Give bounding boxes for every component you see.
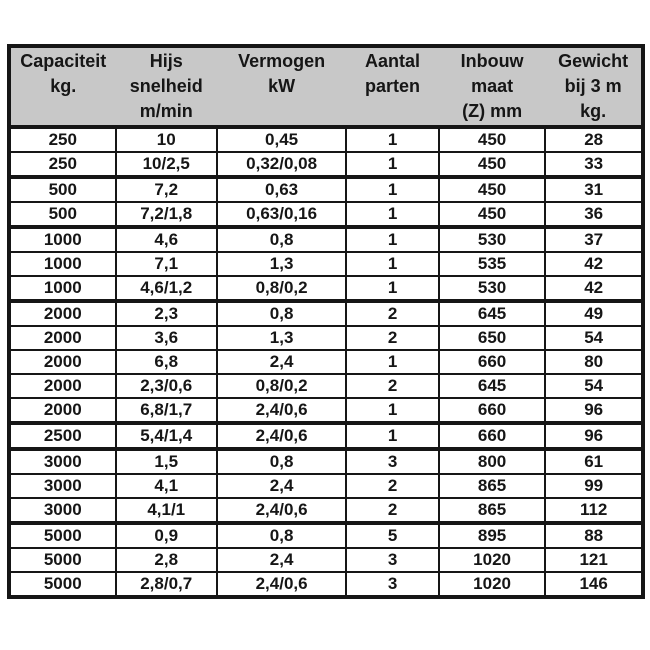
cell-inbouwmaat: 530 bbox=[439, 276, 546, 301]
column-header-line: bij 3 m bbox=[564, 76, 622, 96]
cell-aantal-parten: 1 bbox=[346, 177, 439, 202]
cell-inbouwmaat: 450 bbox=[439, 202, 546, 227]
cell-capaciteit: 5000 bbox=[9, 572, 116, 597]
cell-aantal-parten: 1 bbox=[346, 398, 439, 423]
cell-capaciteit: 2000 bbox=[9, 398, 116, 423]
cell-gewicht: 80 bbox=[545, 350, 643, 374]
cell-hijssnelheid: 7,2 bbox=[116, 177, 217, 202]
cell-vermogen: 2,4 bbox=[217, 548, 346, 572]
cell-gewicht: 146 bbox=[545, 572, 643, 597]
header-row bbox=[9, 46, 643, 127]
cell-inbouwmaat: 895 bbox=[439, 523, 546, 548]
table-row bbox=[9, 227, 643, 252]
table-row bbox=[9, 449, 643, 474]
cell-gewicht: 33 bbox=[545, 152, 643, 177]
cell-inbouwmaat: 645 bbox=[439, 301, 546, 326]
table-header bbox=[9, 46, 643, 127]
cell-aantal-parten: 1 bbox=[346, 252, 439, 276]
cell-vermogen: 1,3 bbox=[217, 252, 346, 276]
cell-inbouwmaat: 1020 bbox=[439, 572, 546, 597]
cell-gewicht: 36 bbox=[545, 202, 643, 227]
cell-inbouwmaat: 650 bbox=[439, 326, 546, 350]
cell-inbouwmaat: 660 bbox=[439, 398, 546, 423]
cell-vermogen: 0,8 bbox=[217, 449, 346, 474]
cell-gewicht: 88 bbox=[545, 523, 643, 548]
cell-vermogen: 2,4 bbox=[217, 474, 346, 498]
table-row bbox=[9, 202, 643, 227]
cell-hijssnelheid: 6,8 bbox=[116, 350, 217, 374]
cell-inbouwmaat: 535 bbox=[439, 252, 546, 276]
cell-hijssnelheid: 4,6 bbox=[116, 227, 217, 252]
table-row bbox=[9, 474, 643, 498]
cell-gewicht: 54 bbox=[545, 326, 643, 350]
table-body bbox=[9, 127, 643, 597]
cell-capaciteit: 2000 bbox=[9, 374, 116, 398]
cell-capaciteit: 3000 bbox=[9, 474, 116, 498]
cell-inbouwmaat: 1020 bbox=[439, 548, 546, 572]
cell-capaciteit: 3000 bbox=[9, 498, 116, 523]
cell-capaciteit: 2000 bbox=[9, 301, 116, 326]
cell-gewicht: 42 bbox=[545, 252, 643, 276]
cell-inbouwmaat: 660 bbox=[439, 423, 546, 449]
cell-hijssnelheid: 1,5 bbox=[116, 449, 217, 474]
column-header-line: kg. bbox=[50, 76, 77, 96]
table-row bbox=[9, 423, 643, 449]
cell-vermogen: 0,8/0,2 bbox=[217, 374, 346, 398]
cell-capaciteit: 500 bbox=[9, 177, 116, 202]
cell-gewicht: 96 bbox=[545, 398, 643, 423]
cell-aantal-parten: 2 bbox=[346, 301, 439, 326]
cell-aantal-parten: 1 bbox=[346, 202, 439, 227]
cell-inbouwmaat: 450 bbox=[439, 127, 546, 152]
table-row bbox=[9, 374, 643, 398]
cell-aantal-parten: 3 bbox=[346, 548, 439, 572]
cell-capaciteit: 1000 bbox=[9, 276, 116, 301]
cell-inbouwmaat: 865 bbox=[439, 474, 546, 498]
cell-aantal-parten: 2 bbox=[346, 474, 439, 498]
cell-inbouwmaat: 645 bbox=[439, 374, 546, 398]
cell-inbouwmaat: 800 bbox=[439, 449, 546, 474]
table-row bbox=[9, 350, 643, 374]
cell-gewicht: 121 bbox=[545, 548, 643, 572]
table-row bbox=[9, 152, 643, 177]
table-row bbox=[9, 252, 643, 276]
cell-aantal-parten: 2 bbox=[346, 326, 439, 350]
table-row bbox=[9, 548, 643, 572]
cell-hijssnelheid: 10/2,5 bbox=[116, 152, 217, 177]
cell-aantal-parten: 1 bbox=[346, 276, 439, 301]
column-header-capaciteit bbox=[9, 46, 116, 127]
column-header-line: kW bbox=[268, 76, 296, 96]
table-row bbox=[9, 498, 643, 523]
cell-aantal-parten: 2 bbox=[346, 498, 439, 523]
cell-aantal-parten: 3 bbox=[346, 449, 439, 474]
cell-vermogen: 0,8 bbox=[217, 301, 346, 326]
cell-hijssnelheid: 5,4/1,4 bbox=[116, 423, 217, 449]
table-row bbox=[9, 177, 643, 202]
cell-capaciteit: 500 bbox=[9, 202, 116, 227]
cell-capaciteit: 250 bbox=[9, 127, 116, 152]
cell-capaciteit: 5000 bbox=[9, 523, 116, 548]
cell-gewicht: 96 bbox=[545, 423, 643, 449]
column-header-line: Gewicht bbox=[558, 51, 629, 71]
cell-vermogen: 0,63 bbox=[217, 177, 346, 202]
cell-capaciteit: 2500 bbox=[9, 423, 116, 449]
cell-aantal-parten: 1 bbox=[346, 127, 439, 152]
cell-vermogen: 2,4/0,6 bbox=[217, 398, 346, 423]
cell-inbouwmaat: 530 bbox=[439, 227, 546, 252]
column-header-line: Inbouw bbox=[460, 51, 524, 71]
column-header-line: Hijs bbox=[149, 51, 183, 71]
cell-vermogen: 0,8 bbox=[217, 523, 346, 548]
cell-inbouwmaat: 450 bbox=[439, 152, 546, 177]
cell-vermogen: 2,4/0,6 bbox=[217, 423, 346, 449]
cell-vermogen: 2,4/0,6 bbox=[217, 498, 346, 523]
cell-hijssnelheid: 2,8 bbox=[116, 548, 217, 572]
column-header-line: snelheid bbox=[129, 76, 203, 96]
cell-gewicht: 54 bbox=[545, 374, 643, 398]
cell-aantal-parten: 1 bbox=[346, 227, 439, 252]
cell-hijssnelheid: 10 bbox=[116, 127, 217, 152]
cell-hijssnelheid: 7,1 bbox=[116, 252, 217, 276]
cell-gewicht: 61 bbox=[545, 449, 643, 474]
cell-hijssnelheid: 2,3 bbox=[116, 301, 217, 326]
cell-vermogen: 0,32/0,08 bbox=[217, 152, 346, 177]
cell-vermogen: 0,45 bbox=[217, 127, 346, 152]
cell-vermogen: 0,8/0,2 bbox=[217, 276, 346, 301]
table-row bbox=[9, 326, 643, 350]
cell-gewicht: 31 bbox=[545, 177, 643, 202]
cell-capaciteit: 2000 bbox=[9, 326, 116, 350]
cell-vermogen: 2,4 bbox=[217, 350, 346, 374]
cell-aantal-parten: 1 bbox=[346, 350, 439, 374]
cell-capaciteit: 1000 bbox=[9, 227, 116, 252]
cell-capaciteit: 3000 bbox=[9, 449, 116, 474]
hoist-spec-table bbox=[7, 44, 645, 599]
cell-aantal-parten: 3 bbox=[346, 572, 439, 597]
cell-gewicht: 112 bbox=[545, 498, 643, 523]
column-header-vermogen bbox=[217, 46, 346, 127]
cell-hijssnelheid: 4,6/1,2 bbox=[116, 276, 217, 301]
cell-vermogen: 0,8 bbox=[217, 227, 346, 252]
table-row bbox=[9, 301, 643, 326]
cell-hijssnelheid: 6,8/1,7 bbox=[116, 398, 217, 423]
cell-gewicht: 42 bbox=[545, 276, 643, 301]
cell-hijssnelheid: 4,1 bbox=[116, 474, 217, 498]
cell-hijssnelheid: 4,1/1 bbox=[116, 498, 217, 523]
column-header-inbouwmaat bbox=[439, 46, 546, 127]
cell-capaciteit: 2000 bbox=[9, 350, 116, 374]
cell-aantal-parten: 2 bbox=[346, 374, 439, 398]
cell-hijssnelheid: 3,6 bbox=[116, 326, 217, 350]
table-row bbox=[9, 276, 643, 301]
cell-capaciteit: 1000 bbox=[9, 252, 116, 276]
cell-inbouwmaat: 865 bbox=[439, 498, 546, 523]
column-header-aantal-parten bbox=[346, 46, 439, 127]
cell-gewicht: 28 bbox=[545, 127, 643, 152]
table-row bbox=[9, 523, 643, 548]
cell-capaciteit: 250 bbox=[9, 152, 116, 177]
table-row bbox=[9, 398, 643, 423]
column-header-line: Capaciteit bbox=[20, 51, 107, 71]
cell-hijssnelheid: 2,8/0,7 bbox=[116, 572, 217, 597]
column-header-line: kg. bbox=[580, 101, 607, 121]
table-row bbox=[9, 572, 643, 597]
cell-gewicht: 37 bbox=[545, 227, 643, 252]
cell-hijssnelheid: 0,9 bbox=[116, 523, 217, 548]
column-header-line: maat bbox=[471, 76, 514, 96]
column-header-line: (Z) mm bbox=[462, 101, 523, 121]
cell-vermogen: 2,4/0,6 bbox=[217, 572, 346, 597]
cell-capaciteit: 5000 bbox=[9, 548, 116, 572]
column-header-line: m/min bbox=[139, 101, 193, 121]
column-header-line: Vermogen bbox=[238, 51, 326, 71]
cell-vermogen: 0,63/0,16 bbox=[217, 202, 346, 227]
column-header-line: Aantal bbox=[365, 51, 421, 71]
cell-aantal-parten: 1 bbox=[346, 423, 439, 449]
column-header-hijssnelheid bbox=[116, 46, 217, 127]
cell-inbouwmaat: 450 bbox=[439, 177, 546, 202]
table-row bbox=[9, 127, 643, 152]
cell-gewicht: 49 bbox=[545, 301, 643, 326]
cell-hijssnelheid: 2,3/0,6 bbox=[116, 374, 217, 398]
cell-gewicht: 99 bbox=[545, 474, 643, 498]
cell-inbouwmaat: 660 bbox=[439, 350, 546, 374]
cell-aantal-parten: 1 bbox=[346, 152, 439, 177]
column-header-line: parten bbox=[365, 76, 421, 96]
cell-vermogen: 1,3 bbox=[217, 326, 346, 350]
column-header-gewicht bbox=[545, 46, 643, 127]
cell-hijssnelheid: 7,2/1,8 bbox=[116, 202, 217, 227]
cell-aantal-parten: 5 bbox=[346, 523, 439, 548]
